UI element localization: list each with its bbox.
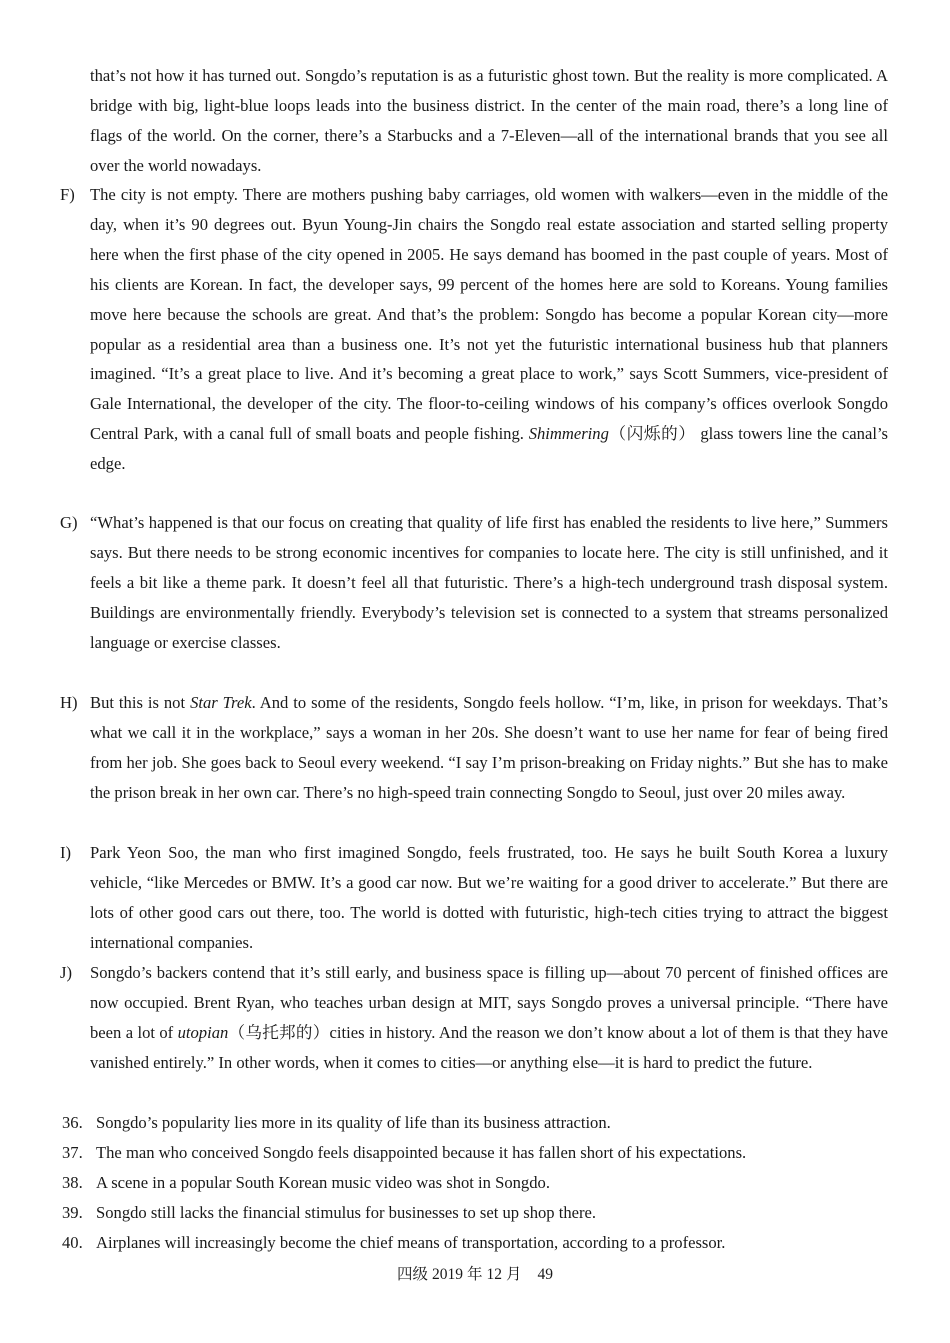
paragraph-letter: G) xyxy=(60,513,78,532)
question-text: The man who conceived Songdo feels disappointed because it has fallen short of his expectations. xyxy=(96,1142,747,1162)
footer-month: 12 xyxy=(486,1266,502,1283)
paragraph-text: Songdo’s backers contend that it’s still early, and business space is filling up—about 70 percent of finished offices are now occupied. Brent Ryan, who teaches urban design at MIT, says Songdo proves a universal principle. “There have been a lot of xyxy=(90,963,888,1042)
paragraph-text: that’s not how it has turned out. Songdo’s reputation is as a futuristic ghost town. But the reality is more complicated. A bridge with big, light-blue loops leads into the business district. In the center of the main road, there’s a long line of flags of the world. On the corner, there’s a Starbucks and a 7-Eleven—all of the international brands that you see all over the world nowadays. xyxy=(90,66,888,175)
paragraph-letter: J) xyxy=(60,963,72,982)
paragraph-J xyxy=(60,958,888,1078)
paragraph-F xyxy=(60,180,889,479)
paragraph-lead: But this is not xyxy=(90,693,186,712)
question-number: 36. xyxy=(62,1113,83,1132)
question-text: Songdo still lacks the financial stimulus for businesses to set up shop there. xyxy=(96,1202,597,1222)
paragraph-text: . And to some of the residents, Songdo feels hollow. “I’m, like, in prison for weekdays. That’s what we call it in the workplace,” says a woman in her 20s. She doesn’t want to use her name for fear of being fired from her job. She goes back to Seoul every weekend. “I say I’m prison-breaking on Friday nights.” But she has to make the prison break in her own car. There’s no high-speed train connecting Songdo to Seoul, just over 20 miles away. xyxy=(90,693,889,802)
question-text: Songdo’s popularity lies more in its quality of life than its business attraction. xyxy=(96,1113,611,1132)
paragraph-text-tail: glass towers line the canal’s edge. xyxy=(90,424,889,474)
passage-continuation xyxy=(90,61,888,181)
footer-year-unit: 年 xyxy=(466,1266,483,1283)
question-number: 39. xyxy=(62,1202,83,1222)
page-footer xyxy=(0,1262,950,1284)
question-item xyxy=(62,1228,888,1258)
footer-level: 四级 xyxy=(396,1266,428,1283)
footer-year: 2019 xyxy=(431,1266,463,1283)
question-number: 38. xyxy=(62,1172,83,1192)
question-text: A scene in a popular South Korean music video was shot in Songdo. xyxy=(96,1172,550,1192)
question-item xyxy=(62,1198,888,1228)
question-item xyxy=(62,1108,888,1138)
paragraph-G xyxy=(60,508,888,658)
paragraph-text-tail: cities in history. And the reason we don’t know about a lot of them is that they have vanished entirely.” In other words, when it comes to cities—or anything else—it is hard to predict the future. xyxy=(90,1022,888,1072)
paragraph-I xyxy=(60,838,888,958)
paragraph-letter: F) xyxy=(60,185,75,204)
paragraph-text: The city is not empty. There are mothers pushing baby carriages, old women with walkers—even in the middle of the day, when it’s 90 degrees out. Byun Young-Jin chairs the Songdo real estate association and started selling property here when the first phase of the city opened in 2005. He says demand has boomed in the past couple of years. Most of his clients are Korean. In fact, the developer says, 99 percent of the homes here are sold to Koreans. Young families move here because the schools are great. And that’s the problem: Songdo has become a popular Korean city—more popular as a residential area than a business one. It’s not yet the futuristic international business hub that planners imagined. “It’s a great place to live. And it’s becoming a great place to work,” says Scott Summers, vice-president of Gale International, the developer of the city. The floor-to-ceiling windows of his company’s offices overlook Songdo Central Park, with a canal full of small boats and people fishing. xyxy=(90,185,888,444)
italic-term: Shimmering xyxy=(528,424,609,444)
question-text: Airplanes will increasingly become the chief means of transportation, according to a professor. xyxy=(96,1232,726,1252)
paragraph-letter: I) xyxy=(60,843,72,862)
chinese-gloss: （乌托邦的） xyxy=(228,1022,330,1042)
footer-month-unit: 月 xyxy=(506,1266,522,1283)
paragraph-text: Park Yeon Soo, the man who first imagined Songdo, feels frustrated, too. He says he built South Korea a luxury vehicle, “like Mercedes or BMW. It’s a good car now. But we’re waiting for a good driver to accelerate.” But there are lots of other good cars out there, too. The world is dotted with futuristic, high-tech cities trying to attract the biggest international companies. xyxy=(90,843,888,952)
paragraph-H xyxy=(60,688,889,808)
paragraph-letter: H) xyxy=(60,693,78,712)
chinese-gloss: （闪烁的） xyxy=(608,424,696,444)
italic-title: Star Trek xyxy=(190,693,252,712)
page-number: 49 xyxy=(537,1266,554,1283)
question-number: 37. xyxy=(62,1142,83,1162)
paragraph-text: “What’s happened is that our focus on creating that quality of life first has enabled the residents to live here,” Summers says. But there needs to be strong economic incentives for companies to locate here. The city is still unfinished, and it feels a bit like a theme park. It doesn’t feel all that futuristic. There’s a high-tech underground trash disposal system. Buildings are environmentally friendly. Everybody’s television set is connected to a system that streams personalized language or exercise classes. xyxy=(90,513,888,652)
questions-list xyxy=(62,1108,888,1258)
italic-term: utopian xyxy=(177,1022,229,1042)
question-number: 40. xyxy=(62,1232,83,1252)
question-item xyxy=(62,1168,888,1198)
question-item xyxy=(62,1138,888,1168)
